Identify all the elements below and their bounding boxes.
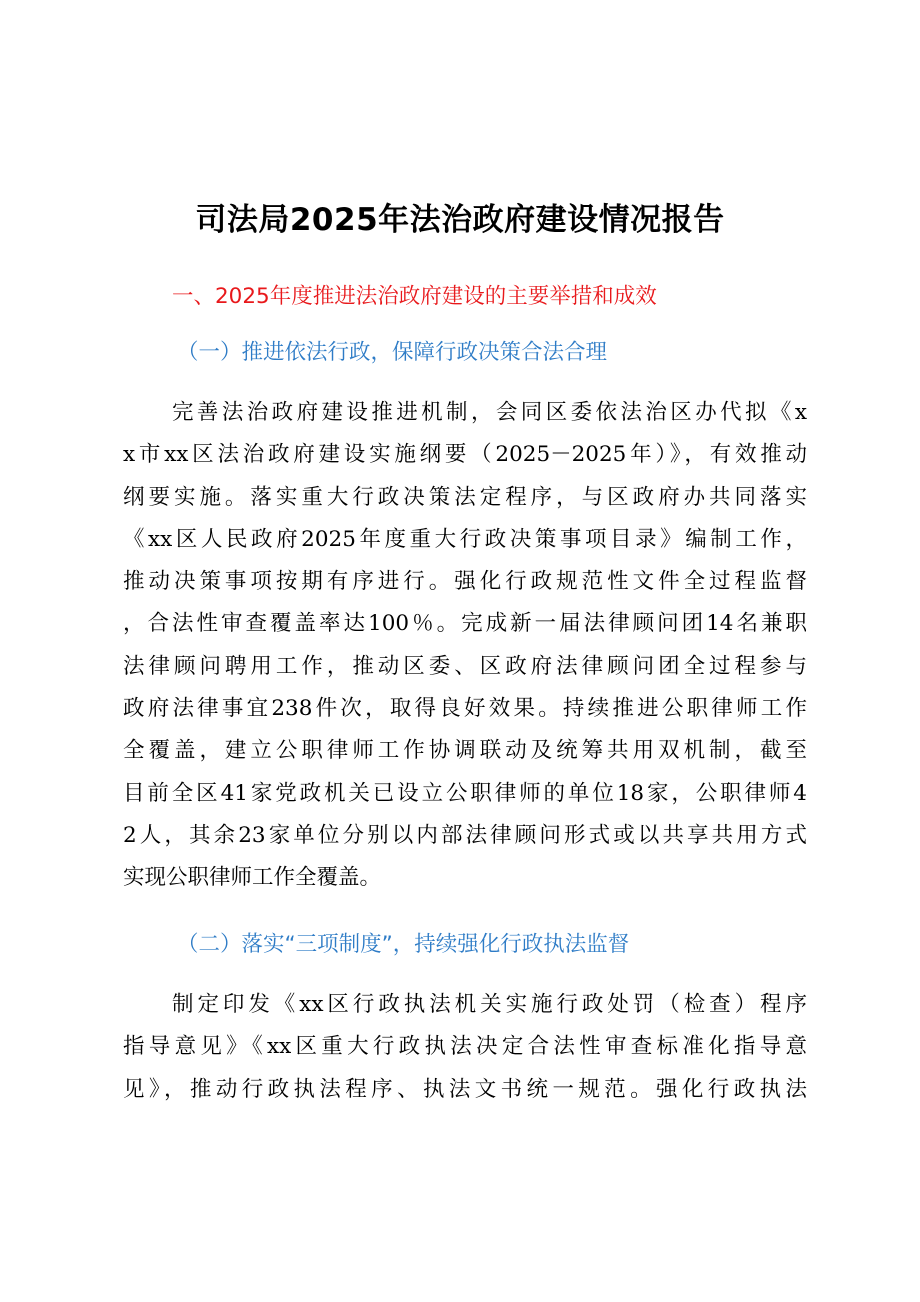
paragraph-line: 指导意见》《xx区重大行政执法决定合法性审查标准化指导意 xyxy=(123,1034,807,1060)
paragraph-line: 法律顾问聘用工作，推动区委、区政府法律顾问团全过程参与 xyxy=(123,653,807,679)
subsection-heading-1: （一）推进依法行政，保障行政决策合法合理 xyxy=(177,340,608,365)
paragraph-line: 《xx区人民政府2025年度重大行政决策事项目录》编制工作， xyxy=(123,526,807,552)
paragraph-line: 目前全区41家党政机关已设立公职律师的单位18家，公职律师4 xyxy=(123,780,807,806)
paragraph-line: 制定印发《xx区行政执法机关实施行政处罚（检查）程序 xyxy=(172,992,807,1017)
subsection-heading-2: （二）落实“三项制度”，持续强化行政执法监督 xyxy=(177,932,630,957)
paragraph-line: 全覆盖，建立公职律师工作协调联动及统筹共用双机制，截至 xyxy=(123,738,807,764)
paragraph-line: 政府法律事宜238件次，取得良好效果。持续推进公职律师工作 xyxy=(123,696,807,722)
paragraph-line: 纲要实施。落实重大行政决策法定程序，与区政府办共同落实 xyxy=(123,484,807,510)
paragraph-line: 完善法治政府建设推进机制，会同区委依法治区办代拟《x xyxy=(172,400,807,425)
paragraph-line: 推动决策事项按期有序进行。强化行政规范性文件全过程监督 xyxy=(123,569,807,595)
section-heading: 一、2025年度推进法治政府建设的主要举措和成效 xyxy=(172,284,657,309)
paragraph-line: x市xx区法治政府建设实施纲要（2025－2025年）》，有效推动 xyxy=(123,442,807,468)
paragraph-line: 见》，推动行政执法程序、执法文书统一规范。强化行政执法 xyxy=(123,1076,807,1102)
paragraph-2 xyxy=(123,984,807,1111)
paragraph-1 xyxy=(123,392,807,900)
paragraph-line: ，合法性审查覆盖率达100％。完成新一届法律顾问团14名兼职 xyxy=(123,611,807,637)
paragraph-line: 2人，其余23家单位分别以内部法律顾问形式或以共享共用方式 xyxy=(123,822,807,848)
document-title: 司法局2025年法治政府建设情况报告 xyxy=(195,202,725,238)
paragraph-line: 实现公职律师工作全覆盖。 xyxy=(123,865,382,891)
